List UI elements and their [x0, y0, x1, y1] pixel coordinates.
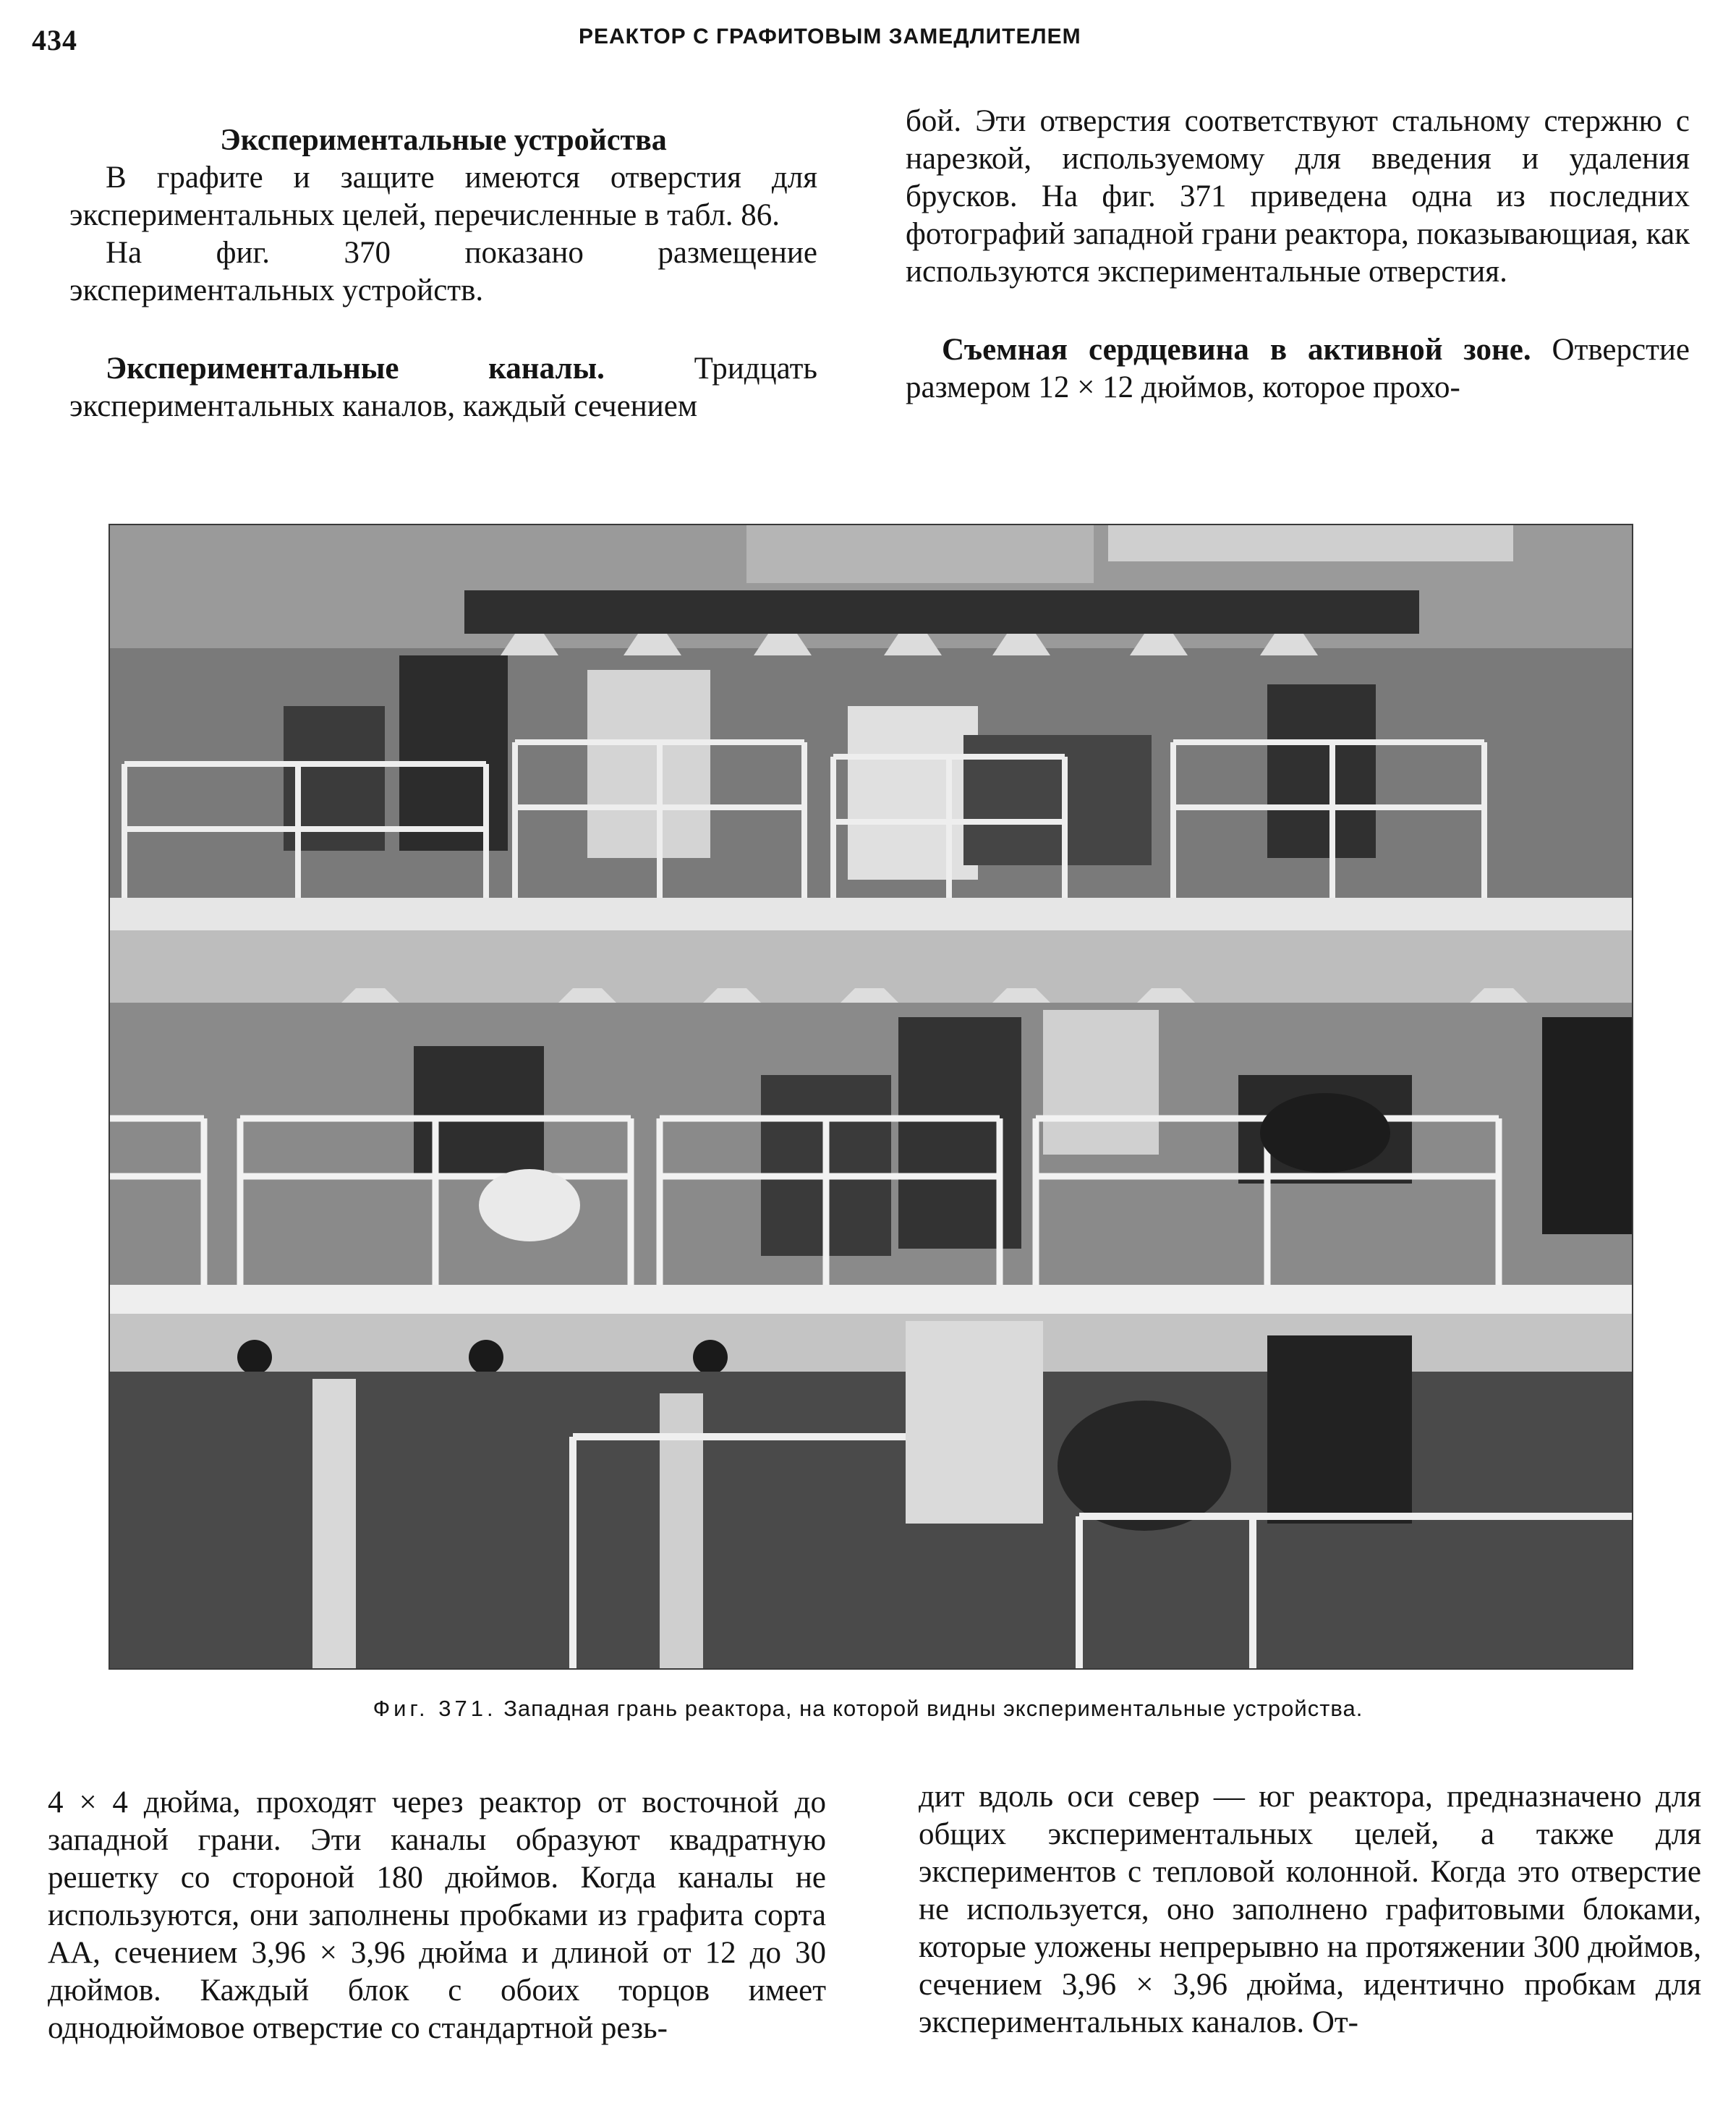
column-bottom-left	[48, 1784, 826, 2047]
paragraph: бой. Эти отверстия соответствуют стальному стержню с нарезкой, используемому для введения и удаления брусков. На фиг. 371 приведена одна из последних фотографий западной грани реактора, показывающиая, как используются экспериментальные отверстия.	[906, 104, 1690, 289]
figure-label: Фиг. 371.	[373, 1696, 497, 1721]
paragraph-text: Тридцать экспериментальных каналов, каждый сечением	[69, 352, 818, 423]
paragraph: В графите и защите имеются отверстия для экспериментальных целей, перечисленные в табл. 86.	[69, 161, 817, 232]
paragraph: 4 × 4 дюйма, проходят через реактор от восточной до западной грани. Эти каналы образуют квадратную решетку со стороной 180 дюймов. Когда каналы не используются, они заполнены пробками из графита сорта АА, сечением 3,96 × 3,96 дюйма и длиной от 12 до 30 дюймов. Каждый блок с обоих торцов имеет однодюймовое отверстие со стандартной резь-	[48, 1785, 826, 2045]
reactor-photo-illustration	[110, 525, 1632, 1668]
column-bottom-right	[919, 1778, 1701, 2042]
paragraph-core	[906, 331, 1690, 407]
page-number: 434	[32, 24, 77, 56]
run-in-heading: Экспериментальные каналы.	[106, 352, 605, 386]
paragraph-text: Отверстие размером 12 × 12 дюймов, которое прохо-	[906, 333, 1690, 404]
column-top-right	[906, 103, 1690, 407]
photo-reactor-west-face	[109, 524, 1633, 1670]
paragraph: На фиг. 370 показано размещение экспериментальных устройств.	[69, 236, 817, 307]
paragraph: дит вдоль оси север — юг реактора, предназначено для общих экспериментальных целей, а также для экспериментов с тепловой колонной. Когда это отверстие не используется, оно заполнено графитовыми блоками, которые уложены непрерывно на протяжении 300 дюймов, сечением 3,96 × 3,96 дюйма, идентично пробкам для экспериментальных каналов. От-	[919, 1780, 1701, 2039]
run-in-heading: Съемная сердцевина в активной зоне.	[942, 333, 1531, 367]
column-top-left	[69, 122, 817, 425]
section-title: Экспериментальные устройства	[220, 124, 667, 157]
running-head: РЕАКТОР С ГРАФИТОВЫМ ЗАМЕДЛИТЕЛЕМ	[579, 25, 1081, 48]
figure-caption	[217, 1696, 1519, 1722]
figure-caption-text: Западная грань реактора, на которой видны экспериментальные устройства.	[503, 1696, 1363, 1721]
paragraph-channels	[69, 350, 817, 425]
